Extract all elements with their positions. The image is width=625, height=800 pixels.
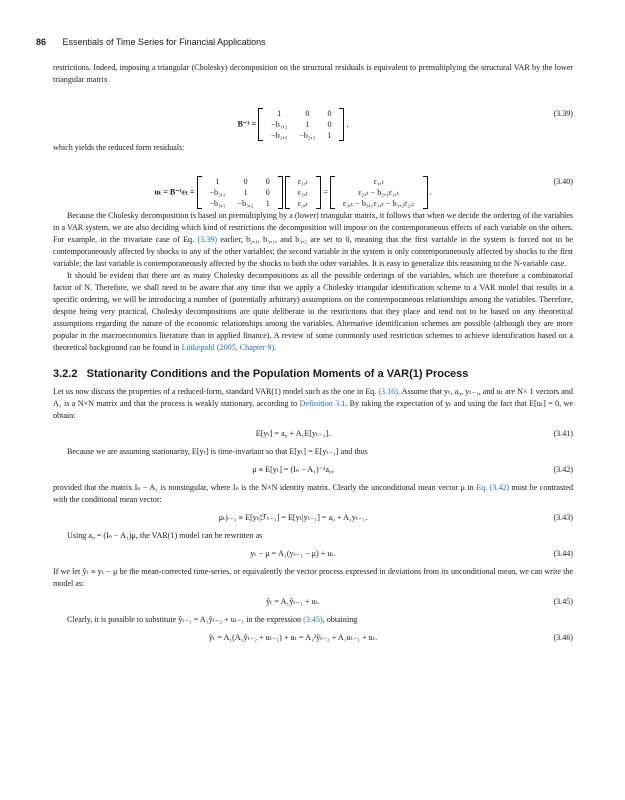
equation-number: (3.41) [553,429,573,438]
matrix-cell: −b₃,₁ [209,199,226,208]
page-body [53,62,573,650]
equation-number: (3.45) [553,597,573,606]
eq39-matrix [258,108,344,141]
citation-link[interactable]: Lütkepohl (2005, Chapter 9) [181,343,275,352]
result-cell: ε₃,ₜ − b₃,₁ε₁,ₜ − b₃,₂ε₂,ₜ [342,199,415,208]
paragraph-nonsingular: provided that the matrix Iₙ − A₁ is nonsingular, where Iₙ is the N×N identity matrix. Clearly the unconditional mean vector μ in Eq. (3.42) must be contrasted with the conditional mean vector: [53,483,573,504]
matrix-cell: 0 [265,177,270,186]
matrix-cell: 0 [243,177,248,186]
equation-number: (3.43) [553,513,573,522]
equation-body: ỹₜ = A₁(A₁ỹₜ₋₂ + uₜ₋₁) + uₜ = A₁²ỹₜ₋₂ + A₁uₜ₋₁ + uₜ. [208,633,378,642]
paragraph-orderings: It should be evident that there are as many Cholesky decompositions as all the possible orderings of the variables, which are therefore a combinatorial factor of N. Therefore, we shall need to be aware that any time that we apply a Cholesky triangular identification scheme to a VAR model that results in a specific ordering, we will be introducing a number of (potentially arbitrary) assumptions on the contemporaneous relationships among the variables. Therefore, despite being very practical, Cholesky decompositions are quite deliberate in the restrictions that they place and tend not to be based on any theoretical assumptions regarding the nature of the economic relationships among the variables. Alternative identification schemes are possible (although they are more popular in the macroeconomics literature than in applied finance). A review of some commonly used restriction schemes to achieve identification based on a theoretical background can be found in Lütkepohl (2005, Chapter 9). [53,271,573,352]
paragraph-rewrite: Using a₀ = (Iₙ − A₁)μ, the VAR(1) model can be rewritten as [67,531,263,540]
eq40-equals: = [323,187,328,197]
result-cell: ε₁,ₜ [373,177,384,186]
equation-number: (3.40) [553,177,573,186]
eq-link[interactable]: (3.39) [197,235,218,244]
eq40-vector [285,176,322,209]
equation-3-46 [53,626,573,650]
eq-link[interactable]: (3.16) [378,387,398,396]
equation-3-42 [53,458,573,482]
equation-3-45 [53,590,573,614]
matrix-cell: 1 [327,131,332,140]
eq-link[interactable]: Eq. (3.42) [476,483,510,492]
definition-link[interactable]: Definition 3.1 [299,399,346,408]
equation-3-39 [53,86,573,142]
equation-number: (3.44) [553,549,573,558]
eq40-tail: . [429,187,432,197]
equation-number: (3.39) [553,109,573,118]
equation-3-41 [53,422,573,446]
paragraph-cholesky: Because the Cholesky decomposition is based on premultiplying by a (lower) triangular matrix, it follows that when we decide the ordering of the variables in a VAR system, we are also deciding which kind of restrictions the decomposition will impose on the contemporaneous effects of each variable on the others. For example, in the trivariate case of Eq. (3.39) earlier, b₂,₁, b₃,₁, and b₃,₂ are set to 0, meaning that the first variable in the system is forced not to be contemporaneously affected by shocks to any of the other variables; the second variable in the system is only contemporaneously affected by shocks to the first variable; the last variable is contemporaneously affected by the shocks to both the other variables. It is easy to generalize this reasoning to the N-variable case. [53,211,573,268]
paragraph-var1: Let us now discuss the properties of a reduced-form, standard VAR(1) model such as the one in Eq. (3.16). Assume that yₜ, a₀, yₜ₋₁, and uₜ are N× 1 vectors and A₁ is a N×N matrix and that the process is weakly stationary, according to Definition 3.1. By taking the expectation of yₜ and using the fact that E[uₜ] = 0, we obtain: [53,387,573,420]
page-number: 86 [36,37,47,47]
matrix-cell: 1 [243,188,248,197]
vector-cell: ε₃,ₜ [297,199,309,208]
matrix-cell: 0 [305,109,310,118]
matrix-cell: −b₁,₃ [271,131,288,140]
paragraph-reduced-form: which yields the reduced form residuals: [53,143,185,152]
section-heading: 3.2.2 Stationarity Conditions and the Population Moments of a VAR(1) Process [53,368,469,380]
eq40-lhs: uₜ = B⁻¹εₜ = [154,187,195,197]
matrix-cell: −b₂,₁ [209,188,226,197]
equation-3-44 [53,542,573,566]
vector-cell: ε₂,ₜ [297,188,309,197]
equation-body: yₜ − μ = A₁(yₜ₋₁ − μ) + uₜ. [250,549,336,558]
eq39-tail: , [346,119,349,129]
eq40-result [330,176,428,209]
paragraph-substitute: Clearly, it is possible to substitute ỹₜ₋₁ = A₁ỹₜ₋₂ + uₜ₋₁ in the expression (3.45), obtaining [67,615,358,624]
matrix-cell: 1 [215,177,220,186]
equation-number: (3.42) [553,465,573,474]
paragraph-stationarity: Because we are assuming stationarity, E[yₜ] is time-invariant so that E[yₜ] = E[yₜ₋₁] and thus [67,447,368,456]
matrix-cell: 0 [327,109,332,118]
equation-3-43 [53,506,573,530]
running-header [36,37,589,51]
matrix-cell: −b₁,₂ [271,120,288,129]
equation-body: μₜ|ₜ₋₁ ≡ E[yₜ|ℱₜ₋₁] = E[yₜ|yₜ₋₁] = a₀ + A₁yₜ₋₁. [218,513,368,522]
equation-body: μ ≡ E[yₜ] = (Iₙ − A₁)⁻¹a₀, [252,465,334,474]
running-title: Essentials of Time Series for Financial Applications [62,37,266,47]
equation-number: (3.46) [553,633,573,642]
matrix-cell: 1 [305,120,310,129]
result-cell: ε₂,ₜ − b₂,₁ε₁,ₜ [358,188,400,197]
eq40-matrix [197,176,283,209]
matrix-cell: 1 [277,109,282,118]
matrix-cell: −b₃,₂ [237,199,254,208]
eq39-lhs: B⁻¹ = [237,119,257,129]
matrix-cell: −b₂,₃ [299,131,316,140]
matrix-cell: 0 [327,120,332,129]
eq-link[interactable]: (3.45) [303,615,323,624]
paragraph-restrictions: restrictions. Indeed, imposing a triangular (Cholesky) decomposition on the structural residuals is equivalent to premultiplying the structural VAR by the lower triangular matrix [53,63,573,84]
equation-3-40 [53,154,573,210]
matrix-cell: 1 [265,199,270,208]
paragraph-mean-corrected: If we let ỹₜ ≡ yₜ − μ be the mean-corrected time-series, or equivalently the vector process expressed in deviations from its unconditional mean, we can write the model as: [53,567,573,588]
matrix-cell: 0 [265,188,270,197]
vector-cell: ε₁,ₜ [297,177,309,186]
equation-body: ỹₜ = A₁ỹₜ₋₁ + uₜ. [266,597,320,606]
equation-body: E[yₜ] = a₀ + A₁E[yₜ₋₁]. [255,429,331,438]
